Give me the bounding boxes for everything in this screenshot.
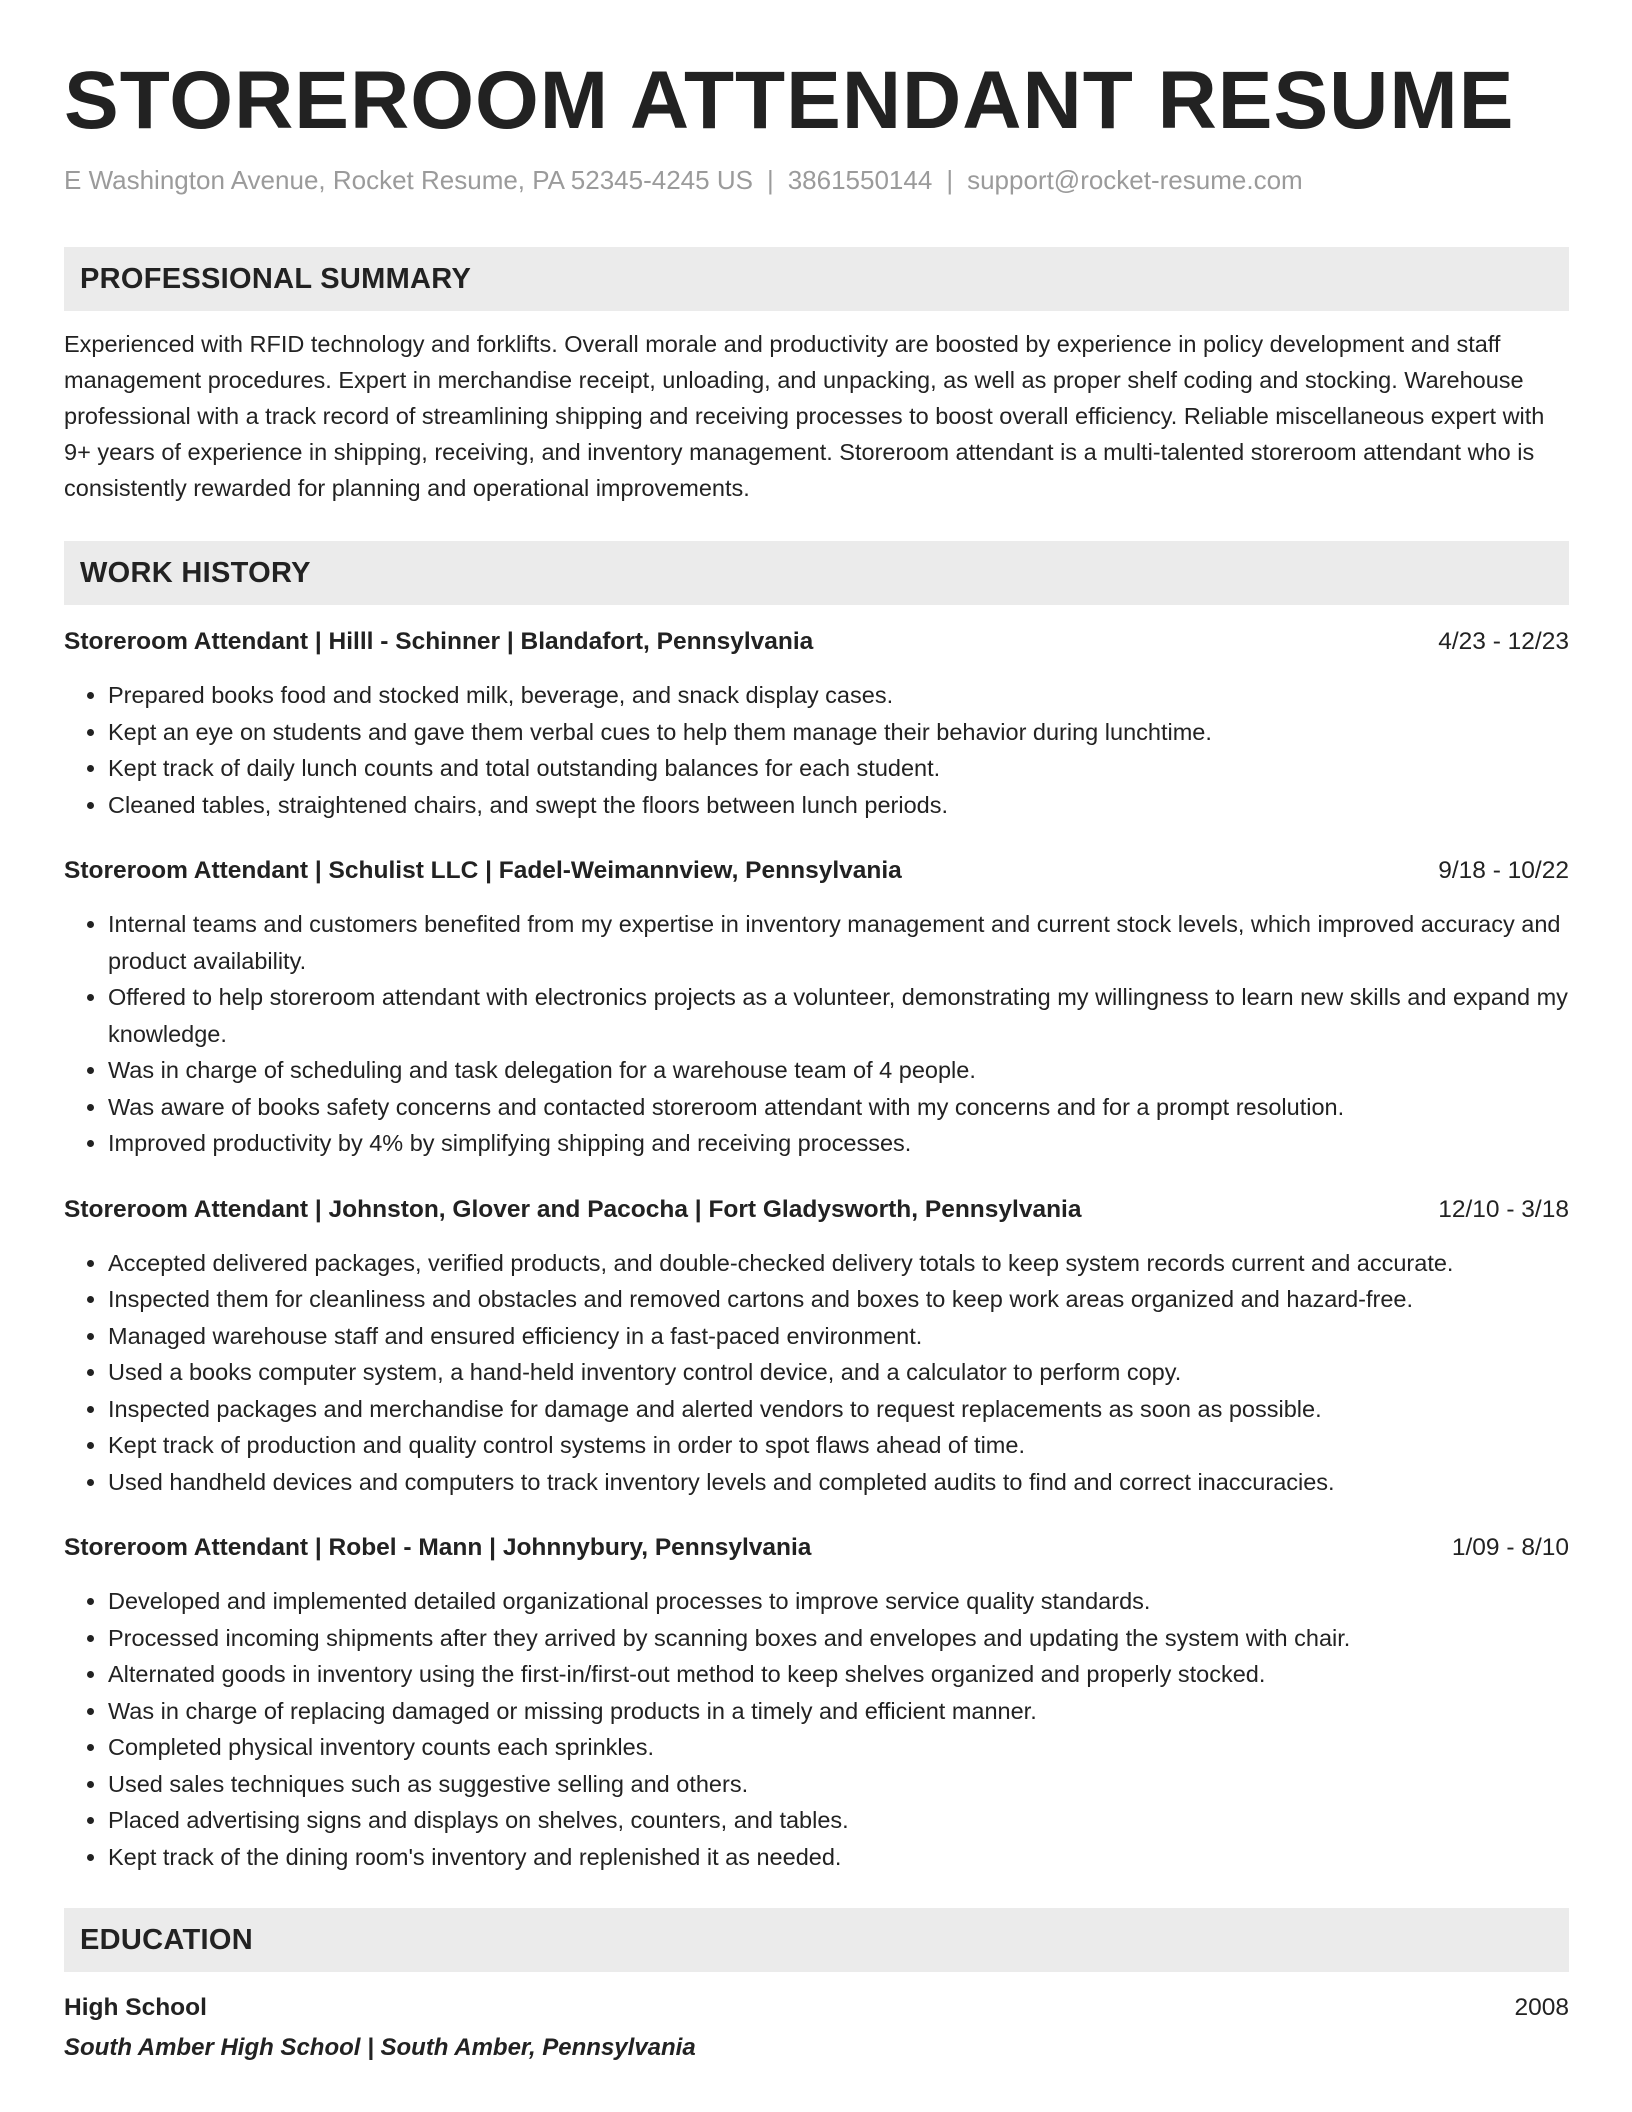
- job-title: Storeroom Attendant | Robel - Mann | Johnnybury, Pennsylvania: [64, 1534, 812, 1562]
- section-heading-work-history: WORK HISTORY: [64, 541, 1569, 605]
- job-title: Storeroom Attendant | Schulist LLC | Fadel-Weimannview, Pennsylvania: [64, 857, 902, 885]
- job-bullet: • Internal teams and customers benefited from my expertise in inventory management and current stock levels, which improved accuracy and product availability.: [108, 906, 1569, 979]
- job-header: [64, 1531, 1569, 1565]
- job-bullet: • Was in charge of scheduling and task delegation for a warehouse team of 4 people.: [108, 1052, 1569, 1089]
- job-title: Storeroom Attendant | Hilll - Schinner | Blandafort, Pennsylvania: [64, 628, 814, 656]
- job-header: [64, 625, 1569, 659]
- job-bullet: • Managed warehouse staff and ensured efficiency in a fast-paced environment.: [108, 1318, 1569, 1355]
- job-bullet: • Alternated goods in inventory using the first-in/first-out method to keep shelves organized and properly stocked.: [108, 1656, 1569, 1693]
- job-bullets: [64, 677, 1569, 823]
- job-bullets: [64, 906, 1569, 1162]
- education-header: [64, 1990, 1569, 2026]
- job-bullet: • Inspected them for cleanliness and obstacles and removed cartons and boxes to keep work areas organized and hazard-free.: [108, 1281, 1569, 1318]
- contact-separator: |: [766, 165, 774, 195]
- job-bullet: • Was in charge of replacing damaged or missing products in a timely and efficient manner.: [108, 1693, 1569, 1730]
- job-bullet: • Processed incoming shipments after they arrived by scanning boxes and envelopes and updating the system with chair.: [108, 1620, 1569, 1657]
- job-bullet: • Completed physical inventory counts each sprinkles.: [108, 1729, 1569, 1766]
- job-bullet: • Kept track of daily lunch counts and total outstanding balances for each student.: [108, 750, 1569, 787]
- job-bullet: • Cleaned tables, straightened chairs, and swept the floors between lunch periods.: [108, 787, 1569, 824]
- job-dates: 12/10 - 3/18: [1438, 1195, 1569, 1223]
- contact-line: [64, 165, 1569, 196]
- job-bullet: • Placed advertising signs and displays on shelves, counters, and tables.: [108, 1802, 1569, 1839]
- job-bullets: [64, 1245, 1569, 1501]
- job-bullet: • Used handheld devices and computers to track inventory levels and completed audits to find and correct inaccuracies.: [108, 1464, 1569, 1501]
- job-bullet: • Kept an eye on students and gave them verbal cues to help them manage their behavior during lunchtime.: [108, 714, 1569, 751]
- job-bullet: • Inspected packages and merchandise for damage and alerted vendors to request replacements as soon as possible.: [108, 1391, 1569, 1428]
- section-heading-education: EDUCATION: [64, 1908, 1569, 1972]
- job-entry: [64, 1531, 1569, 1875]
- job-dates: 1/09 - 8/10: [1451, 1534, 1569, 1562]
- contact-email: support@rocket-resume.com: [967, 165, 1303, 195]
- job-bullet: • Prepared books food and stocked milk, beverage, and snack display cases.: [108, 677, 1569, 714]
- job-bullet: • Developed and implemented detailed organizational processes to improve service quality standards.: [108, 1583, 1569, 1620]
- education-year: 2008: [1514, 1994, 1569, 2022]
- contact-separator: |: [946, 165, 954, 195]
- contact-address: E Washington Avenue, Rocket Resume, PA 52345-4245 US: [64, 165, 753, 195]
- job-title: Storeroom Attendant | Johnston, Glover and Pacocha | Fort Gladysworth, Pennsylvania: [64, 1195, 1082, 1223]
- education-degree: High School: [64, 1994, 207, 2022]
- summary-text: Experienced with RFID technology and forklifts. Overall morale and productivity are boosted by experience in policy development and staff management procedures. Expert in merchandise receipt, unloading, and unpacking, as well as proper shelf coding and stocking. Warehouse professional with a track record of streamlining shipping and receiving processes to boost overall efficiency. Reliable miscellaneous expert with 9+ years of experience in shipping, receiving, and inventory management. Storeroom attendant is a multi-talented storeroom attendant who is consistently rewarded for planning and operational improvements.: [64, 331, 1545, 502]
- job-entry: [64, 854, 1569, 1162]
- job-header: [64, 1193, 1569, 1227]
- education-school: South Amber High School | South Amber, Pennsylvania: [64, 2034, 696, 2062]
- job-bullet: • Accepted delivered packages, verified products, and double-checked delivery totals to keep system records current and accurate.: [108, 1245, 1569, 1282]
- job-header: [64, 854, 1569, 888]
- job-dates: 9/18 - 10/22: [1438, 857, 1569, 885]
- job-bullets: [64, 1583, 1569, 1875]
- job-entry: [64, 1193, 1569, 1501]
- job-bullet: • Kept track of production and quality control systems in order to spot flaws ahead of time.: [108, 1427, 1569, 1464]
- job-bullet: • Kept track of the dining room's inventory and replenished it as needed.: [108, 1839, 1569, 1876]
- job-bullet: • Used a books computer system, a hand-held inventory control device, and a calculator to perform copy.: [108, 1354, 1569, 1391]
- job-bullet: • Improved productivity by 4% by simplifying shipping and receiving processes.: [108, 1125, 1569, 1162]
- job-entry: [64, 625, 1569, 823]
- contact-phone: 3861550144: [787, 165, 933, 195]
- job-bullet: • Was aware of books safety concerns and contacted storeroom attendant with my concerns and for a prompt resolution.: [108, 1089, 1569, 1126]
- section-heading-summary: PROFESSIONAL SUMMARY: [64, 247, 1569, 311]
- job-dates: 4/23 - 12/23: [1438, 628, 1569, 656]
- job-bullet: • Used sales techniques such as suggestive selling and others.: [108, 1766, 1569, 1803]
- resume-title: STOREROOM ATTENDANT RESUME: [64, 55, 1515, 146]
- job-bullet: • Offered to help storeroom attendant with electronics projects as a volunteer, demonstrating my willingness to learn new skills and expand my knowledge.: [108, 979, 1569, 1052]
